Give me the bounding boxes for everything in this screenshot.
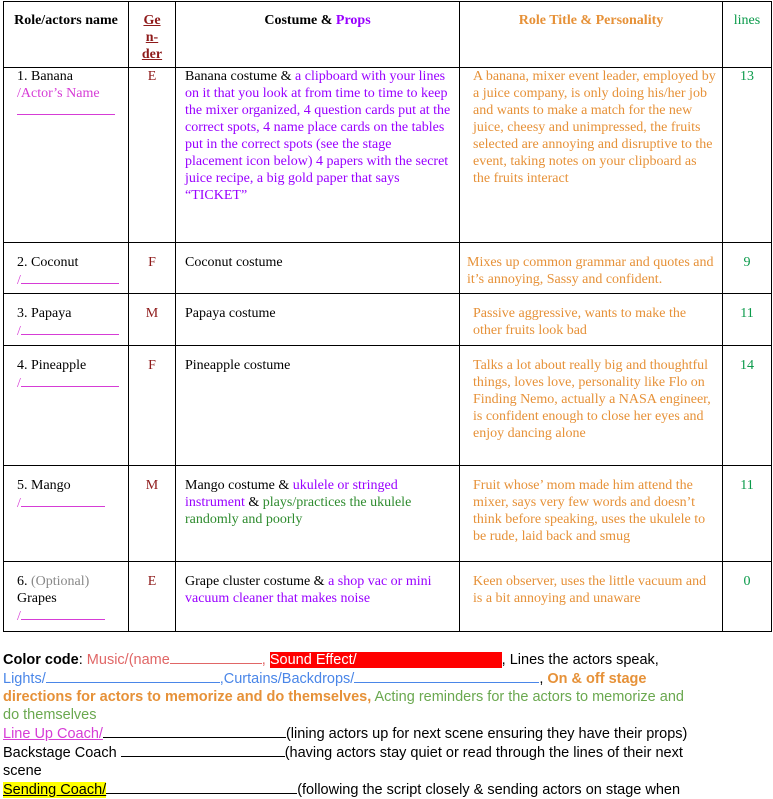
personality-text: A banana, mixer event leader, employed by a juice company, is only doing his/her job and wants to make a match for the new juice, cheesy and unimpressed, the fruits selected are annoying and disruptive to the event, taking notes on your clipboard as the fruits interact — [473, 69, 716, 186]
role-cell — [4, 562, 129, 632]
legend-line-4 — [3, 706, 769, 724]
header-gender-2: n- — [145, 30, 159, 45]
curtains-blank[interactable] — [354, 669, 539, 683]
costume-cell — [176, 346, 460, 466]
backstage-coach-row-cont — [3, 762, 769, 780]
role-name: Papaya — [31, 306, 72, 321]
lights-blank[interactable] — [46, 669, 220, 683]
gender-value: E — [147, 69, 157, 84]
color-code-legend — [3, 650, 769, 799]
props-text: a clipboard with your lines on it that you look at from time to time to keep the mixer organized, 4 question cards put at the correct spots, 4 name place cards on the tables put in the correct spots (see the stage placement icon below) 4 papers with the secret juice recipe, a big gold paper that says “TICKET” — [185, 69, 451, 203]
actor-name-label: / — [17, 609, 21, 624]
props-text: ukulele or stringed instrument — [185, 478, 398, 510]
actor-name-label: /Actor’s Name — [17, 86, 100, 101]
backstage-coach-desc-cont: scene — [3, 763, 42, 779]
actor-name-label: / — [17, 324, 21, 339]
backstage-coach-label: Backstage Coach — [3, 745, 117, 761]
role-cell — [4, 346, 129, 466]
color-code-title: Color code — [3, 652, 79, 668]
gender-value: E — [147, 574, 157, 589]
costume-text: Papaya costume — [185, 306, 276, 321]
line-up-coach-desc: (lining actors up for next scene ensuring they have their props) — [285, 726, 688, 742]
lines-cell — [723, 68, 772, 243]
table-row — [4, 243, 772, 294]
row-number: 4. — [17, 358, 28, 373]
colon: : — [78, 652, 87, 668]
role-cell — [4, 294, 129, 346]
costume-cell — [176, 294, 460, 346]
acting-reminder-text: plays/practices the ukulele randomly and poorly — [185, 495, 412, 527]
header-lines-text: lines — [733, 13, 761, 28]
lines-count: 14 — [740, 358, 754, 373]
personality-text: Keen observer, uses the little vacuum and is a bit annoying and unaware — [473, 574, 707, 606]
personality-text: Passive aggressive, wants to make the other fruits look bad — [473, 306, 687, 338]
gender-cell — [129, 68, 176, 243]
lines-count: 13 — [740, 69, 754, 84]
backstage-coach-blank[interactable] — [121, 743, 285, 757]
lines-count: 0 — [743, 574, 751, 589]
legend-line-3 — [3, 688, 769, 706]
header-costume — [176, 2, 460, 68]
curtains-comma: , — [539, 671, 544, 687]
lines-count: 11 — [740, 478, 754, 493]
personality-cell — [460, 294, 723, 346]
lines-cell — [723, 243, 772, 294]
costume-text: Banana costume & — [185, 69, 296, 84]
role-cell — [4, 243, 129, 294]
backstage-coach-row — [3, 743, 769, 762]
header-gender-1: Ge — [143, 13, 161, 28]
row-number: 1. — [17, 69, 28, 84]
legend-line-2 — [3, 669, 769, 688]
role-name: Coconut — [31, 255, 79, 270]
row-number: 2. — [17, 255, 28, 270]
lines-speak-label: Lines the actors speak, — [509, 652, 659, 668]
personality-text: Mixes up common grammar and quotes and it’s annoying, Sassy and confident. — [467, 255, 714, 287]
sending-coach-row — [3, 780, 769, 799]
lines-cell — [723, 294, 772, 346]
header-role-title-text: Role Title & Personality — [518, 13, 664, 28]
sound-effect-text: Sound Effect/ — [269, 652, 357, 668]
actor-name-label: / — [17, 273, 21, 288]
lights-label: Lights/ — [3, 671, 46, 687]
cast-table — [3, 1, 772, 632]
role-name: Banana — [31, 69, 73, 84]
actor-name-blank[interactable] — [17, 102, 115, 115]
gender-cell — [129, 466, 176, 562]
costume-cell — [176, 466, 460, 562]
personality-cell — [460, 68, 723, 243]
costume-cell — [176, 243, 460, 294]
actor-name-blank[interactable] — [21, 607, 105, 620]
line-up-coach-blank[interactable] — [103, 724, 286, 738]
row-number: 3. — [17, 306, 28, 321]
gender-cell — [129, 562, 176, 632]
actor-name-blank[interactable] — [21, 322, 119, 335]
header-gender — [129, 2, 176, 68]
row-number: 6. — [17, 574, 28, 589]
personality-text: Talks a lot about really big and thoughtful things, loves love, personality like Flo on Finding Nemo, actually a NASA engineer, is confident enough to close her eyes and enjoy dancing alone — [473, 358, 711, 441]
lines-cell — [723, 562, 772, 632]
curtains-label: Curtains/Backdrops/ — [223, 671, 355, 687]
lights-comma: , — [219, 671, 224, 687]
role-cell — [4, 466, 129, 562]
header-role-title — [460, 2, 723, 68]
optional-label: (Optional) — [31, 574, 90, 589]
personality-cell — [460, 466, 723, 562]
header-row — [4, 2, 772, 68]
music-blank[interactable] — [170, 650, 262, 664]
personality-cell — [460, 346, 723, 466]
table-row — [4, 68, 772, 243]
personality-cell — [460, 562, 723, 632]
actor-name-label: / — [17, 496, 21, 511]
costume-cell — [176, 562, 460, 632]
actor-name-blank[interactable] — [21, 494, 105, 507]
lines-count: 11 — [740, 306, 754, 321]
legend-line-1 — [3, 650, 769, 669]
gender-value: M — [145, 478, 159, 493]
table-row — [4, 346, 772, 466]
gender-cell — [129, 243, 176, 294]
gender-value: M — [145, 306, 159, 321]
table-row — [4, 562, 772, 632]
stage-directions-label: On & off stage — [547, 671, 647, 687]
actor-name-label: / — [17, 376, 21, 391]
acting-reminders-label-cont: do themselves — [3, 707, 97, 723]
line-up-coach-label: Line Up Coach/ — [3, 726, 103, 742]
sending-coach-desc: (following the script closely & sending actors on stage when — [297, 782, 681, 798]
header-role-text: Role/actors name — [14, 13, 118, 28]
backstage-coach-desc: (having actors stay quiet or read through the lines of their next — [284, 745, 683, 761]
props-text: a shop vac or mini vacuum cleaner that makes noise — [185, 574, 432, 606]
table-row — [4, 466, 772, 562]
lines-cell — [723, 466, 772, 562]
music-label: Music/(name — [86, 652, 170, 668]
header-props-text: Props — [335, 13, 371, 28]
sending-coach-label: Sending Coach/ — [3, 782, 107, 798]
stage-directions-label-cont: directions for actors to memorize and do themselves, — [3, 689, 372, 705]
music-comma: , — [261, 652, 266, 668]
line-up-coach-row — [3, 724, 769, 743]
actor-name-blank[interactable] — [21, 374, 119, 387]
ampersand-text: & — [244, 495, 263, 510]
role-cell — [4, 68, 129, 243]
costume-text: Mango costume & — [185, 478, 293, 493]
sound-effect-comma: , — [501, 652, 506, 668]
gender-cell — [129, 294, 176, 346]
lines-count: 9 — [743, 255, 751, 270]
row-number: 5. — [17, 478, 28, 493]
gender-cell — [129, 346, 176, 466]
sound-effect-label — [270, 652, 502, 668]
role-name: Grapes — [17, 591, 57, 606]
header-role — [4, 2, 129, 68]
table-row — [4, 294, 772, 346]
costume-cell — [176, 68, 460, 243]
gender-value: F — [148, 358, 156, 373]
personality-cell — [460, 243, 723, 294]
header-lines — [723, 2, 772, 68]
role-name: Mango — [31, 478, 71, 493]
gender-value: F — [148, 255, 156, 270]
role-name: Pineapple — [31, 358, 87, 373]
acting-reminders-label: Acting reminders for the actors to memorize and — [374, 689, 684, 705]
header-gender-3: der — [141, 47, 163, 62]
header-costume-text: Costume & — [264, 13, 336, 28]
sending-coach-blank[interactable] — [106, 780, 297, 794]
personality-text: Fruit whose’ mom made him attend the mixer, says very few words and doesn’t think before speaking, uses the ukulele to be rude, laid back and smug — [473, 478, 706, 544]
lines-cell — [723, 346, 772, 466]
costume-text: Coconut costume — [185, 255, 283, 270]
costume-text: Pineapple costume — [185, 358, 291, 373]
costume-text: Grape cluster costume & — [185, 574, 329, 589]
actor-name-blank[interactable] — [21, 271, 119, 284]
